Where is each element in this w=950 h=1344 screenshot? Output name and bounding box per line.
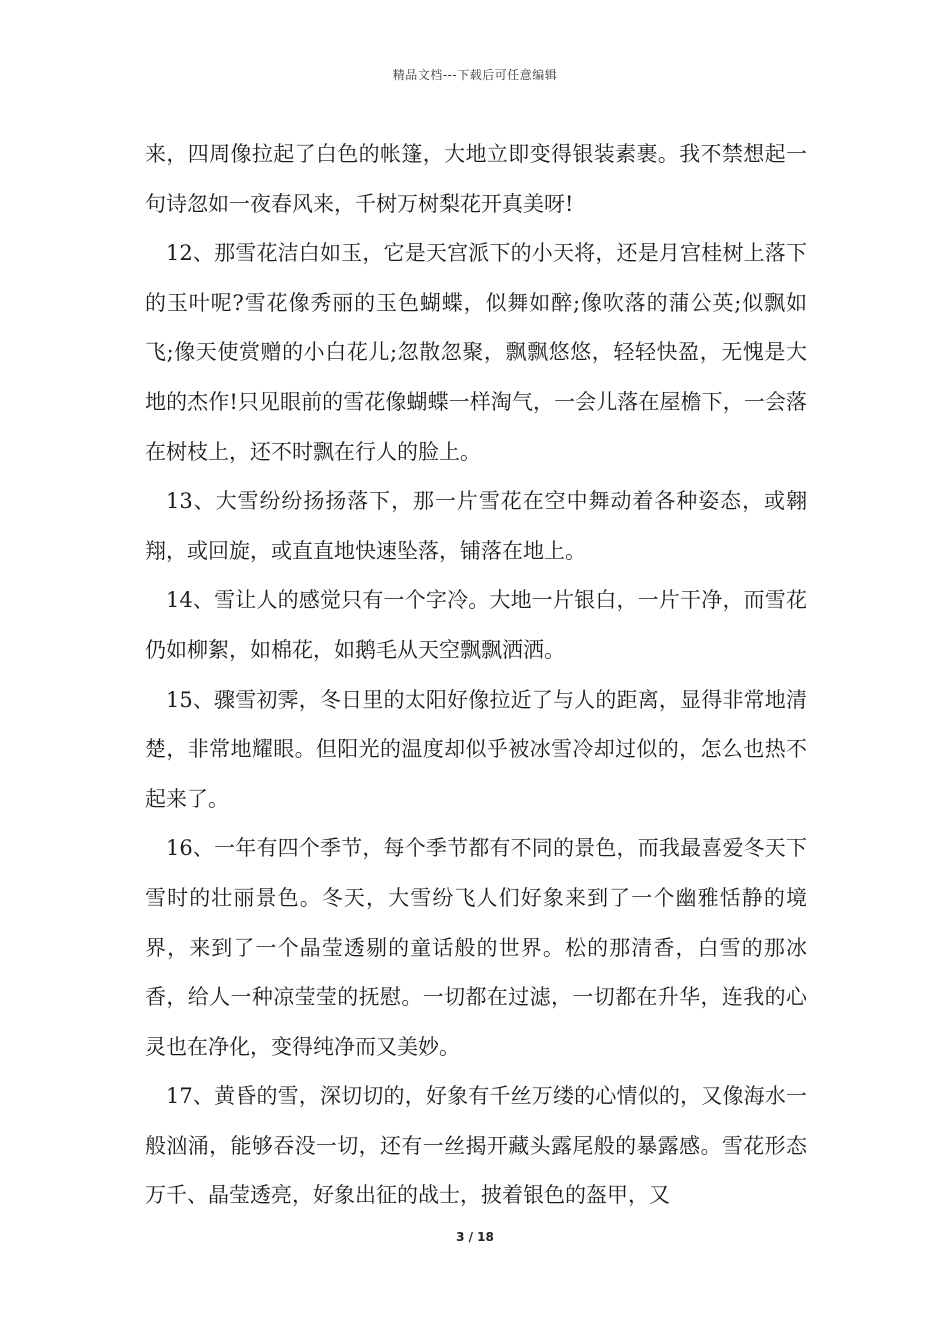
paragraph-continuation: 来，四周像拉起了白色的帐篷，大地立即变得银装素裹。我不禁想起一句诗忽如一夜春风来，千树万树梨花开真美呀! xyxy=(145,142,807,216)
paragraph-13: 13、大雪纷纷扬扬落下，那一片雪花在空中舞动着各种姿态，或翱翔，或回旋，或直直地快速坠落，铺落在地上。 xyxy=(145,489,807,563)
paragraph-14: 14、雪让人的感觉只有一个字冷。大地一片银白，一片干净，而雪花仍如柳絮，如棉花，如鹅毛从天空飘飘洒洒。 xyxy=(145,588,807,662)
paragraph-12: 12、那雪花洁白如玉，它是天宫派下的小天将，还是月宫桂树上落下的玉叶呢?雪花像秀丽的玉色蝴蝶，似舞如醉;像吹落的蒲公英;似飘如飞;像天使赏赠的小白花儿;忽散忽聚，飘飘悠悠，轻轻快盈，无愧是大地的杰作!只见眼前的雪花像蝴蝶一样淘气，一会儿落在屋檐下，一会落在树枝上，还不时飘在行人的脸上。 xyxy=(145,241,807,464)
paragraph-15: 15、骤雪初霁，冬日里的太阳好像拉近了与人的距离，显得非常地清楚，非常地耀眼。但阳光的温度却似乎被冰雪冷却过似的，怎么也热不起来了。 xyxy=(145,687,807,811)
document-body xyxy=(145,130,807,1221)
page-header: 精品文档---下载后可任意编辑 xyxy=(392,68,558,82)
page-number: 3 / 18 xyxy=(456,1230,494,1244)
paragraph-17: 17、黄昏的雪，深切切的，好象有千丝万缕的心情似的，又像海水一般汹涌，能够吞没一切，还有一丝揭开藏头露尾般的暴露感。雪花形态万千、晶莹透亮，好象出征的战士，披着银色的盔甲，又 xyxy=(145,1084,807,1208)
paragraph-16: 16、一年有四个季节，每个季节都有不同的景色，而我最喜爱冬天下雪时的壮丽景色。冬天，大雪纷飞人们好象来到了一个幽雅恬静的境界，来到了一个晶莹透剔的童话般的世界。松的那清香，白雪的那冰香，给人一种凉莹莹的抚慰。一切都在过滤，一切都在升华，连我的心灵也在净化，变得纯净而又美妙。 xyxy=(145,836,807,1059)
